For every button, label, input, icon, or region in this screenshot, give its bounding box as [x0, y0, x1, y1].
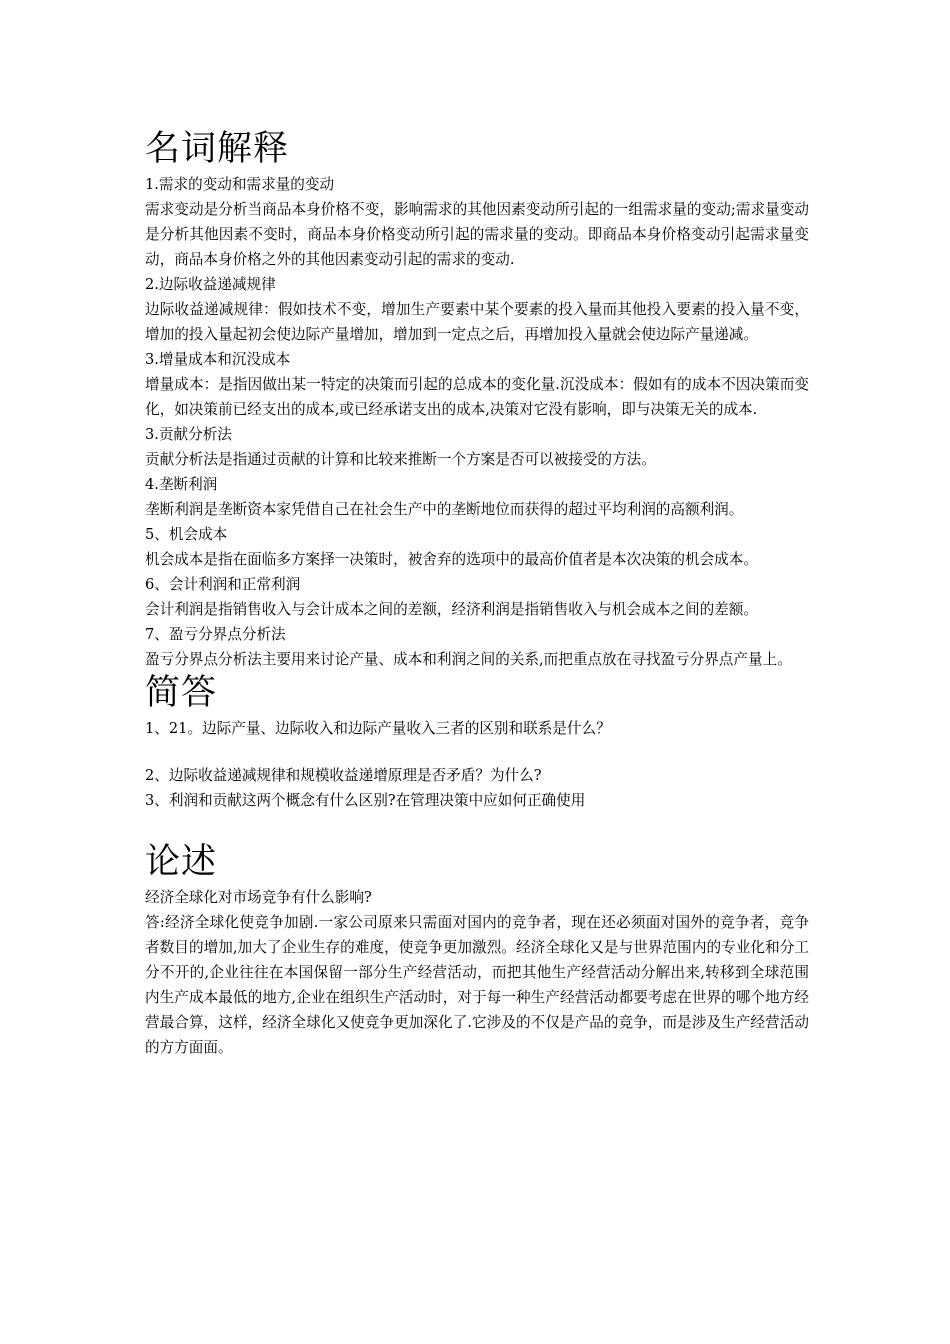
heading-terms: 名词解释: [145, 129, 290, 169]
term-title-7: 6、会计利润和正常利润: [145, 576, 301, 593]
term-body-8: 盈亏分界点分析法主要用来讨论产量、成本和利润之间的关系,而把重点放在寻找盈亏分界点产量上。: [145, 651, 792, 668]
short-question-3: 3、利润和贡献这两个概念有什么区别?在管理决策中应如何正确使用: [145, 792, 586, 809]
short-question-2: 2、边际收益递减规律和规模收益递增原理是否矛盾？为什么?: [145, 767, 542, 784]
term-title-4: 3.贡献分析法: [145, 426, 232, 443]
short-question-1: 1、21。边际产量、边际收入和边际产量收入三者的区别和联系是什么？: [145, 720, 611, 737]
heading-short-answer: 简答: [145, 673, 218, 713]
heading-essay: 论述: [145, 842, 218, 882]
term-body-5: 垄断利润是垄断资本家凭借自己在社会生产中的垄断地位而获得的超过平均利润的高额利润。: [145, 501, 744, 518]
term-title-8: 7、盈亏分界点分析法: [145, 626, 286, 643]
term-body-7: 会计利润是指销售收入与会计成本之间的差额，经济利润是指销售收入与机会成本之间的差额。: [145, 601, 758, 618]
document-page: [145, 128, 809, 1060]
term-body-3: 增量成本：是指因做出某一特定的决策而引起的总成本的变化量.沉没成本：假如有的成本不因决策而变化，如决策前已经支出的成本,或已经承诺支出的成本,决策对它没有影响，即与决策无关的成本.: [145, 376, 809, 418]
term-title-5: 4.垄断利润: [145, 476, 218, 493]
term-title-3: 3.增量成本和沉没成本: [145, 351, 291, 368]
term-title-6: 5、机会成本: [145, 526, 228, 543]
term-body-4: 贡献分析法是指通过贡献的计算和比较来推断一个方案是否可以被接受的方法。: [145, 451, 656, 468]
term-body-2: 边际收益递减规律：假如技术不变，增加生产要素中某个要素的投入量而其他投入要素的投入量不变，增加的投入量起初会使边际产量增加，增加到一定点之后，再增加投入量就会使边际产量递减。: [145, 301, 809, 343]
essay-answer: 答:经济全球化使竞争加剧.一家公司原来只需面对国内的竞争者，现在还必须面对国外的竞争者，竞争者数目的增加,加大了企业生存的难度，使竞争更加激烈。经济全球化又是与世界范围内的专业化和分工分不开的,企业往往在本国保留一部分生产经营活动，而把其他生产经营活动分解出来,转移到全球范围内生产成本最低的地方,企业在组织生产活动时，对于每一种生产经营活动都要考虑在世界的哪个地方经营最合算，这样，经济全球化又使竞争更加深化了.它涉及的不仅是产品的竞争，而是涉及生产经营活动的方方面面。: [145, 914, 809, 1056]
term-title-2: 2.边际收益递减规律: [145, 276, 276, 293]
essay-question: 经济全球化对市场竞争有什么影响?: [145, 889, 372, 906]
term-body-1: 需求变动是分析当商品本身价格不变，影响需求的其他因素变动所引起的一组需求量的变动;需求量变动是分析其他因素不变时，商品本身价格变动所引起的需求量的变动。即商品本身价格变动引起需求量变动，商品本身价格之外的其他因素变动引起的需求的变动.: [145, 201, 809, 268]
term-body-6: 机会成本是指在面临多方案择一决策时，被舍弃的选项中的最高价值者是本次决策的机会成本。: [145, 551, 758, 568]
term-title-1: 1.需求的变动和需求量的变动: [145, 176, 335, 193]
